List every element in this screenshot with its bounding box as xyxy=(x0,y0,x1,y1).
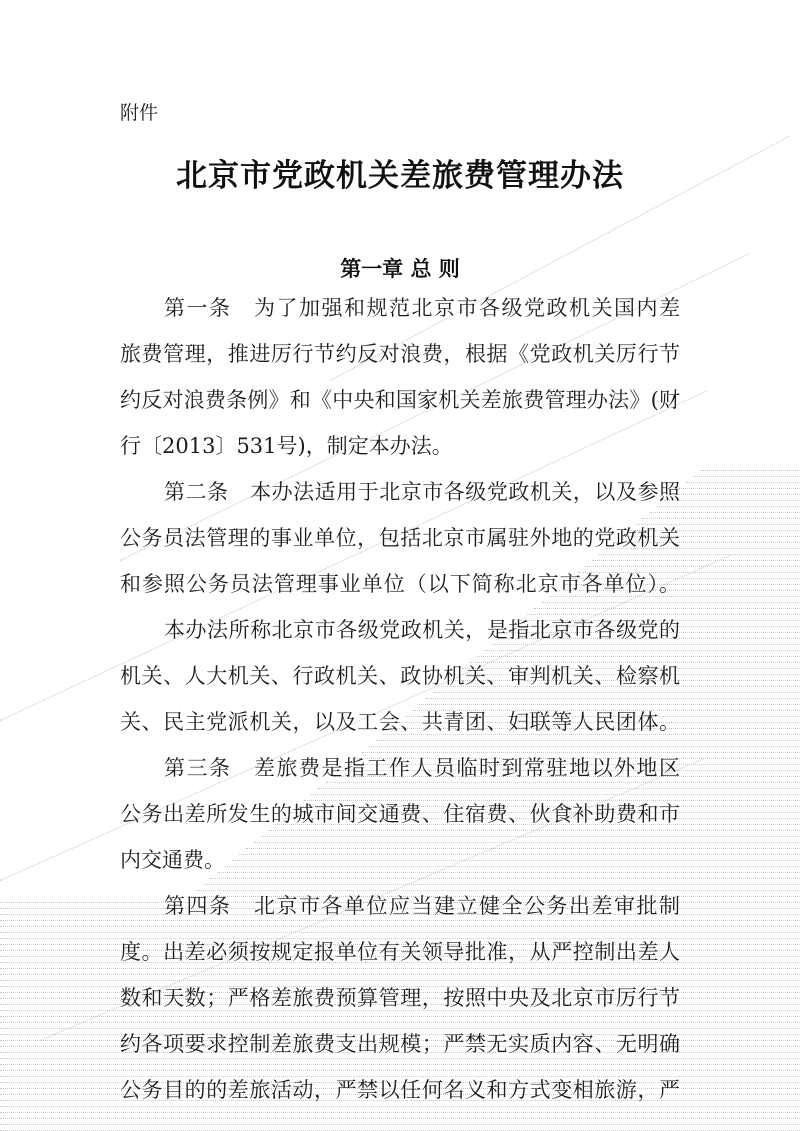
body-line: 机关、人大机关、行政机关、政协机关、审判机关、检察机 xyxy=(120,664,680,688)
body-line: 公务员法管理的事业单位，包括北京市属驻外地的党政机关 xyxy=(120,526,680,550)
scan-dot-line xyxy=(261,836,800,837)
body-line: 第二条 本办法适用于北京市各级党政机关，以及参照 xyxy=(164,480,680,504)
scan-dot-line xyxy=(210,878,800,879)
scan-dot-line xyxy=(0,974,800,975)
scan-dot-line xyxy=(0,1118,800,1119)
scan-dot-line xyxy=(700,470,800,471)
scan-dot-line xyxy=(477,656,800,657)
scan-dot-line xyxy=(484,650,800,651)
scan-dot-line xyxy=(0,1016,800,1017)
scan-dot-line xyxy=(369,746,800,747)
scan-dot-line xyxy=(686,482,800,483)
body-line: 内交通费。 xyxy=(120,848,225,872)
scan-dot-line xyxy=(592,560,800,561)
body-line: 第四条 北京市各单位应当建立健全公务出差审批制 xyxy=(164,894,680,918)
attachment-label: 附件 xyxy=(120,102,159,124)
scan-dot-line xyxy=(0,1070,800,1071)
scan-dot-line xyxy=(0,1022,800,1023)
body-line: 旅费管理，推进厉行节约反对浪费，根据《党政机关厉行节 xyxy=(120,342,680,366)
scan-dot-line xyxy=(650,512,800,513)
body-line: 行〔2013〕531号)，制定本办法。 xyxy=(120,434,453,458)
scan-dot-line xyxy=(678,488,800,489)
body-line: 本办法所称北京市各级党政机关，是指北京市各级党的 xyxy=(164,618,680,642)
scan-dot-line xyxy=(203,884,800,885)
scan-dot-line xyxy=(534,608,800,609)
scan-dot-line xyxy=(671,494,800,495)
scan-dot-line xyxy=(318,788,800,789)
body-line: 公务目的的差旅活动，严禁以任何名义和方式变相旅游，严 xyxy=(120,1078,680,1102)
scan-dot-line xyxy=(642,518,800,519)
body-line: 第一条 为了加强和规范北京市各级党政机关国内差 xyxy=(164,296,680,320)
body-line: 约反对浪费条例》和《中央和国家机关差旅费管理办法》(财 xyxy=(120,388,680,412)
scan-dot-line xyxy=(542,602,800,603)
scan-dot-line xyxy=(664,500,800,501)
scan-dot-line xyxy=(693,476,800,477)
body-line: 第三条 差旅费是指工作人员临时到常驻地以外地区 xyxy=(164,756,680,780)
body-line: 关、民主党派机关，以及工会、共青团、妇联等人民团体。 xyxy=(120,710,680,734)
body-line: 度。出差必须按规定报单位有关领导批准，从严控制出差人 xyxy=(120,940,680,964)
scan-dot-line xyxy=(376,740,800,741)
scan-dot-line xyxy=(0,932,800,933)
body-line: 公务出差所发生的城市间交通费、住宿费、伙食补助费和市 xyxy=(120,802,680,826)
chapter-heading: 第一章 总 则 xyxy=(340,257,460,281)
body-line: 和参照公务员法管理事业单位（以下简称北京市各单位）。 xyxy=(120,572,680,596)
body-line: 约各项要求控制差旅费支出规模；严禁无实质内容、无明确 xyxy=(120,1032,680,1056)
scan-dot-line xyxy=(0,1124,800,1125)
scan-dot-line xyxy=(0,1064,800,1065)
scan-dot-line xyxy=(426,698,800,699)
scan-dot-line xyxy=(0,1112,800,1113)
scan-dot-line xyxy=(311,794,800,795)
body-line: 数和天数；严格差旅费预算管理，按照中央及北京市厉行节 xyxy=(120,986,680,1010)
document-title: 北京市党政机关差旅费管理办法 xyxy=(176,158,624,194)
scan-dot-line xyxy=(0,926,800,927)
